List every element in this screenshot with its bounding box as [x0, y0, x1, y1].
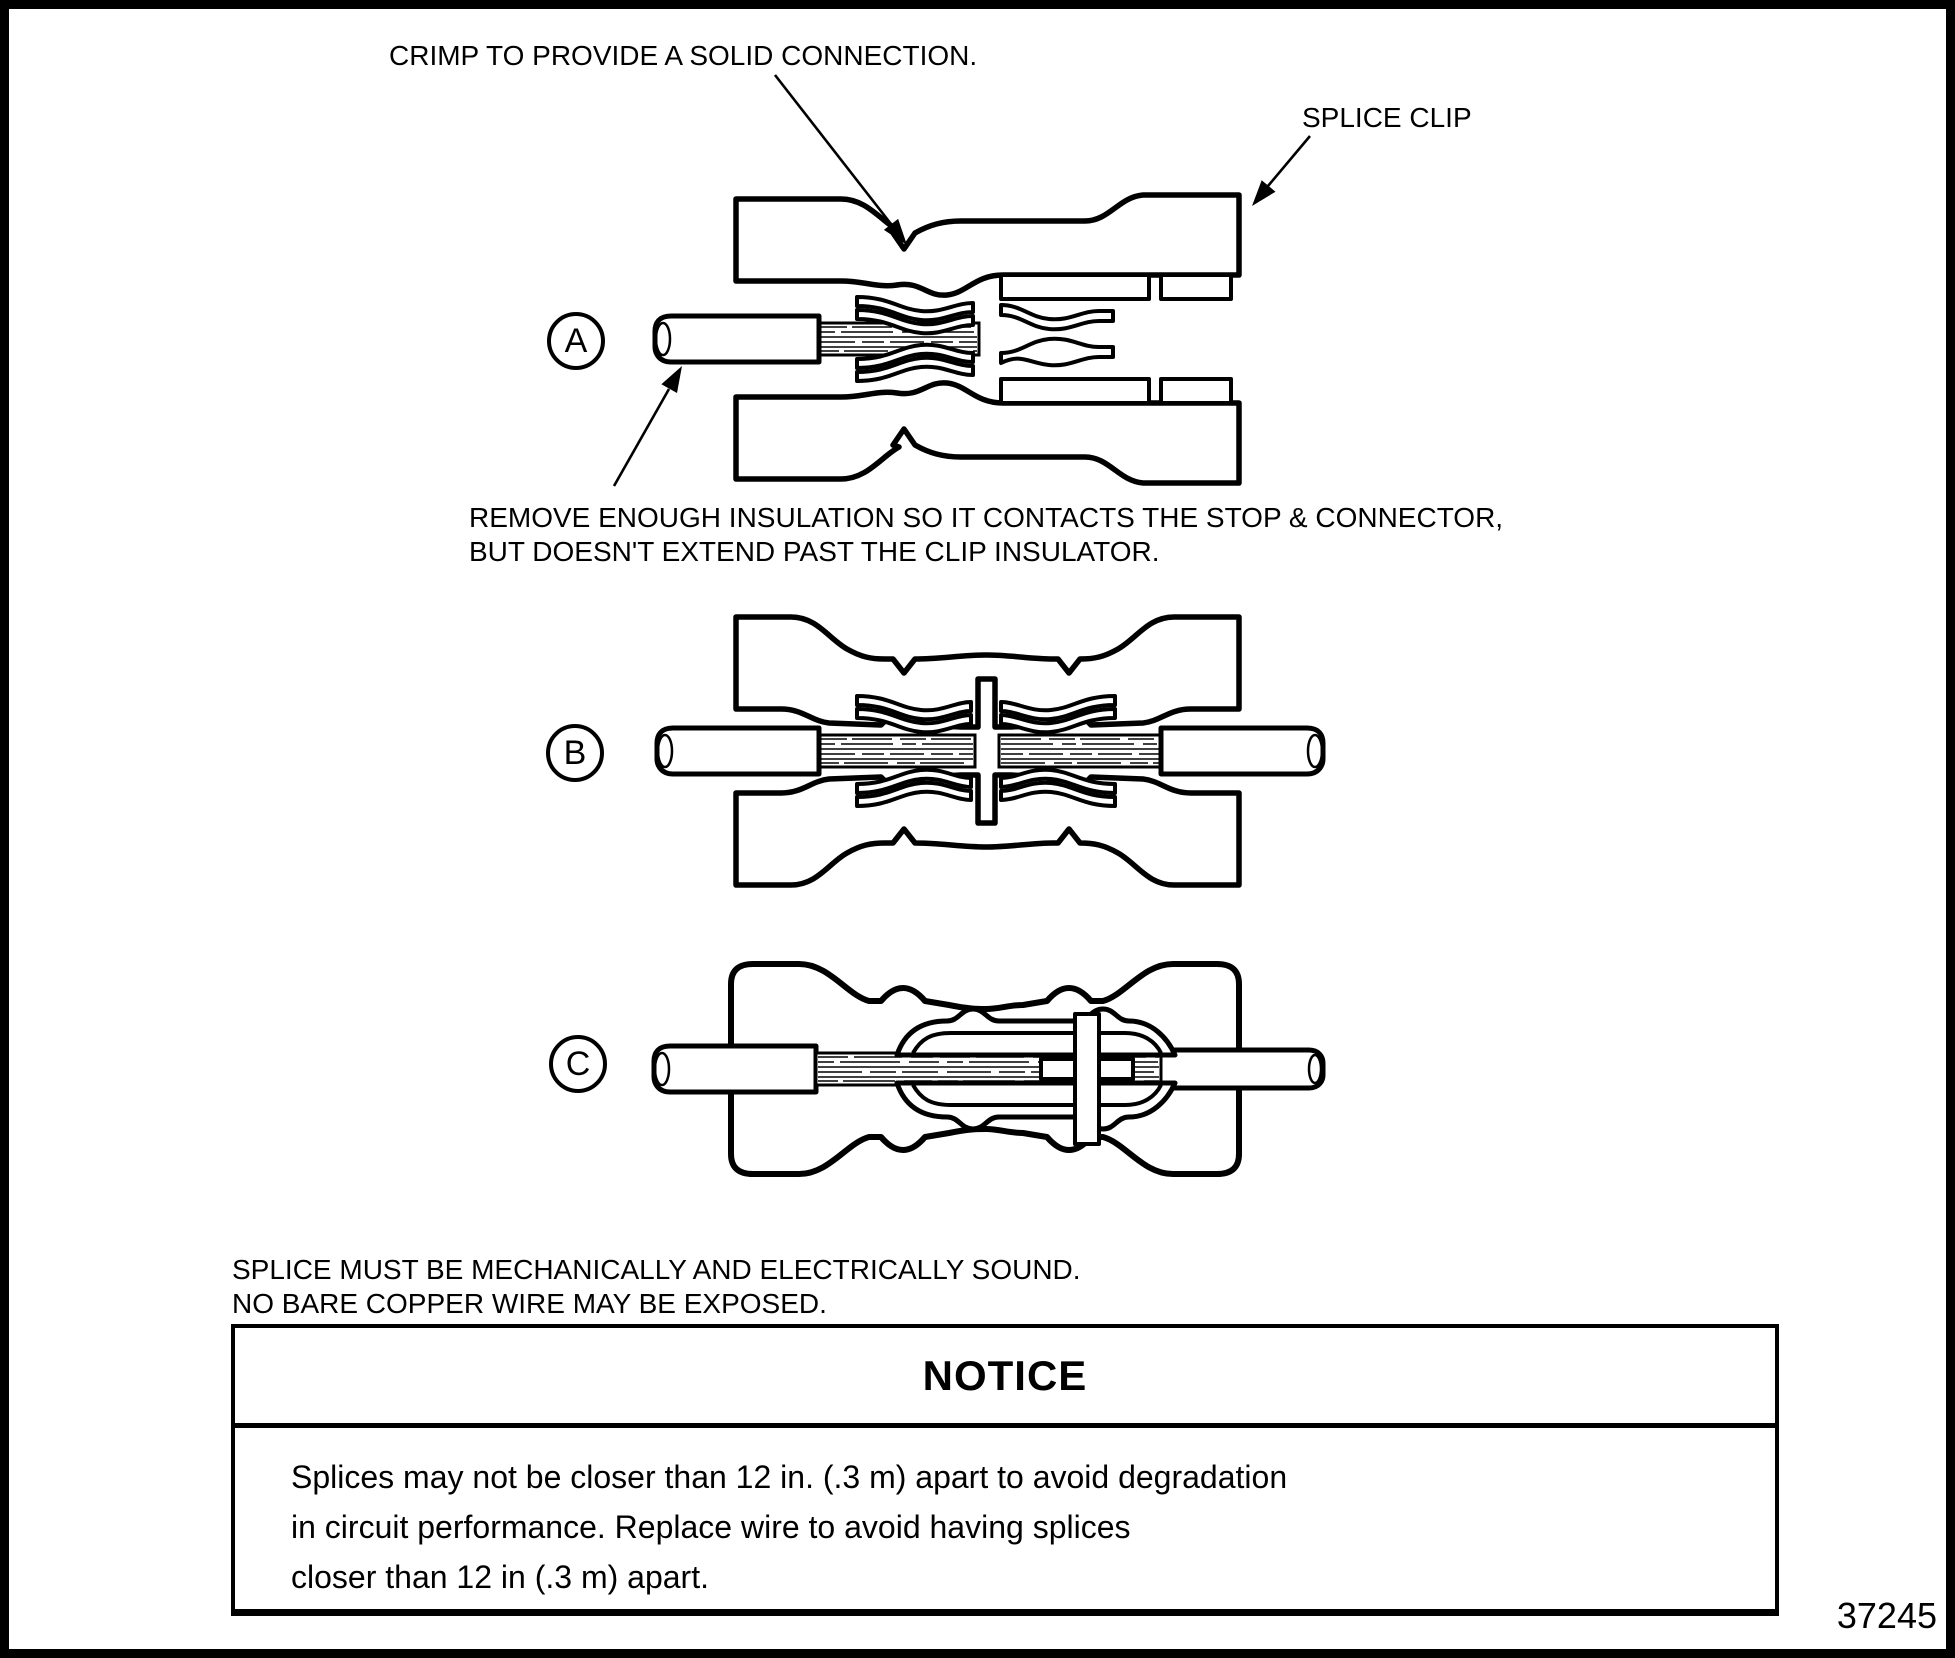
b-wire-left-insulation	[657, 728, 819, 774]
step-b-letter: B	[563, 733, 587, 772]
notice-body-line1: Splices may not be closer than 12 in. (.3 m) apart to avoid degradation	[291, 1459, 1288, 1495]
step-b-badge	[546, 724, 604, 782]
notice-title: NOTICE	[235, 1328, 1775, 1428]
a-clip-channel-right	[1001, 275, 1231, 403]
a-wire-insulation	[655, 316, 819, 362]
c-wire-left-insulation	[654, 1046, 816, 1092]
b-strands-left	[819, 735, 975, 767]
remove-insulation-label-line2: BUT DOESN'T EXTEND PAST THE CLIP INSULATOR.	[469, 536, 1160, 567]
step-c-letter: C	[565, 1044, 591, 1083]
b-wires	[657, 728, 1323, 774]
notice-body-line3: closer than 12 in (.3 m) apart.	[291, 1559, 709, 1595]
b-wire-right-insulation	[1161, 728, 1323, 774]
c-wire-right-insulation	[1159, 1050, 1323, 1088]
crimp-callout-label: CRIMP TO PROVIDE A SOLID CONNECTION.	[389, 40, 978, 71]
diagram-b	[657, 617, 1323, 885]
splice-clip-arrow-head	[1252, 180, 1276, 206]
step-a-badge	[547, 312, 605, 370]
splice-clip-arrow-line	[1268, 136, 1310, 186]
remove-insulation-arrow-head	[661, 366, 682, 393]
b-inner-clip-lower	[857, 770, 1115, 806]
diagram-a	[655, 195, 1239, 483]
b-strands-right	[999, 735, 1161, 767]
remove-insulation-label-line1: REMOVE ENOUGH INSULATION SO IT CONTACTS THE STOP & CONNECTOR,	[469, 502, 1504, 533]
step-c-badge	[549, 1035, 607, 1093]
b-bottom-insulator	[736, 775, 1239, 885]
diagram-c	[654, 964, 1323, 1174]
splice-clip-callout-label: SPLICE CLIP	[1302, 102, 1472, 133]
remove-insulation-arrow-line	[614, 389, 669, 486]
b-inner-clip-upper	[857, 696, 1115, 732]
notice-body-line2: in circuit performance. Replace wire to avoid having splices	[291, 1509, 1131, 1545]
figure-number: 37245	[1836, 1595, 1937, 1636]
notice-body	[235, 1428, 1775, 1602]
splice-sound-note-line1: SPLICE MUST BE MECHANICALLY AND ELECTRICALLY SOUND.	[232, 1254, 1081, 1285]
splice-sound-note-line2: NO BARE COPPER WIRE MAY BE EXPOSED.	[232, 1288, 827, 1319]
step-a-letter: A	[564, 321, 588, 360]
b-top-insulator	[736, 617, 1239, 727]
notice-box	[231, 1324, 1779, 1616]
